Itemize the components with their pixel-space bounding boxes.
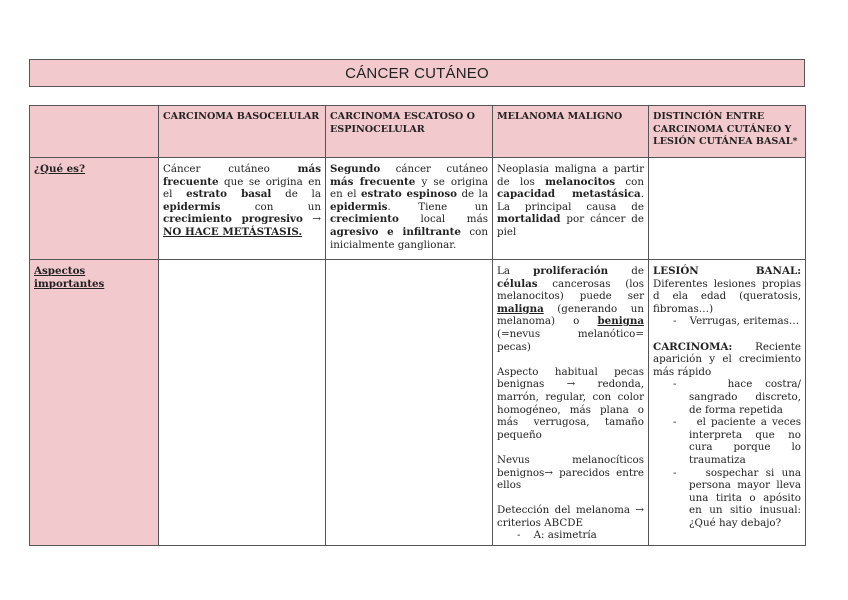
row-label-que-es: ¿Qué es? <box>30 158 159 260</box>
melanoma-paragraph-1: La proliferación de células cancerosas (los melanocitos) puede ser maligna (generando un melanoma) o benigna (=nevus melanótico= pecas) <box>497 265 644 353</box>
dash-bullet-icon: - <box>673 466 706 479</box>
melanoma-paragraph-4: Detección del melanoma → criterios ABCDE <box>497 504 644 529</box>
list-item: - sospechar si una persona mayor lleva una tirita o apósito en un sitio inusual: ¿Qué hay debajo? <box>673 466 801 529</box>
cell-basocelular-aspectos <box>159 260 326 546</box>
table-row-que-es <box>30 158 806 260</box>
carcinoma-paragraph: CARCINOMA: Reciente aparición y el crecimiento más rápido <box>653 340 801 378</box>
header-escamoso: CARCINOMA ESCATOSO O ESPINOCELULAR <box>326 106 493 158</box>
page-title: CÁNCER CUTÁNEO <box>29 59 805 87</box>
list-item: - Verrugas, eritemas… <box>673 315 800 328</box>
cell-escamoso-que-es: Segundo cáncer cutáneo más frecuente y se origina en el estrato espinoso de la epidermis. Tiene un crecimiento local más agresivo e infiltrante con inicialmente ganglionar. <box>326 158 493 260</box>
cell-distincion-que-es <box>649 158 806 260</box>
dash-bullet-icon: - <box>673 378 728 391</box>
header-row <box>30 106 806 158</box>
header-distincion: DISTINCIÓN ENTRE CARCINOMA CUTÁNEO Y LESIÓN CUTÁNEA BASAL* <box>649 106 806 158</box>
melanoma-paragraph-3: Nevus melanocíticos benignos→ parecidos entre ellos <box>497 453 644 492</box>
header-empty-cell <box>30 106 159 158</box>
list-item: - el paciente a veces interpreta que no cura porque lo traumatiza <box>673 416 801 466</box>
comparison-table <box>29 105 806 546</box>
list-item: - hace costra/ sangrado discreto, de forma repetida <box>673 378 801 416</box>
cell-escamoso-aspectos <box>326 260 493 546</box>
cell-basocelular-que-es: Cáncer cutáneo más frecuente que se origina en el estrato basal de la epidermis con un crecimiento progresivo → NO HACE METÁSTASIS. <box>159 158 326 260</box>
cell-melanoma-que-es: Neoplasia maligna a partir de los melanocitos con capacidad metastásica. La principal causa de mortalidad por cáncer de piel <box>493 158 649 260</box>
cell-melanoma-aspectos <box>493 260 649 546</box>
lesion-banal-paragraph: LESIÓN BANAL: Diferentes lesiones propias d ela edad (queratosis, fibromas…) <box>653 265 801 315</box>
list-item: - A: asimetría <box>517 529 597 542</box>
melanoma-paragraph-2: Aspecto habitual pecas benignas → redonda, marrón, regular, con color homogéneo, más plana o más verrugosa, tamaño pequeño <box>497 365 644 441</box>
header-melanoma: MELANOMA MALIGNO <box>493 106 649 158</box>
table-row-aspectos <box>30 260 806 546</box>
cell-distincion-aspectos <box>649 260 806 546</box>
dash-bullet-icon: - <box>673 315 690 328</box>
dash-bullet-icon: - <box>517 529 534 542</box>
header-basocelular: CARCINOMA BASOCELULAR <box>159 106 326 158</box>
dash-bullet-icon: - <box>673 416 697 429</box>
row-label-aspectos: Aspectos importantes <box>30 260 159 546</box>
